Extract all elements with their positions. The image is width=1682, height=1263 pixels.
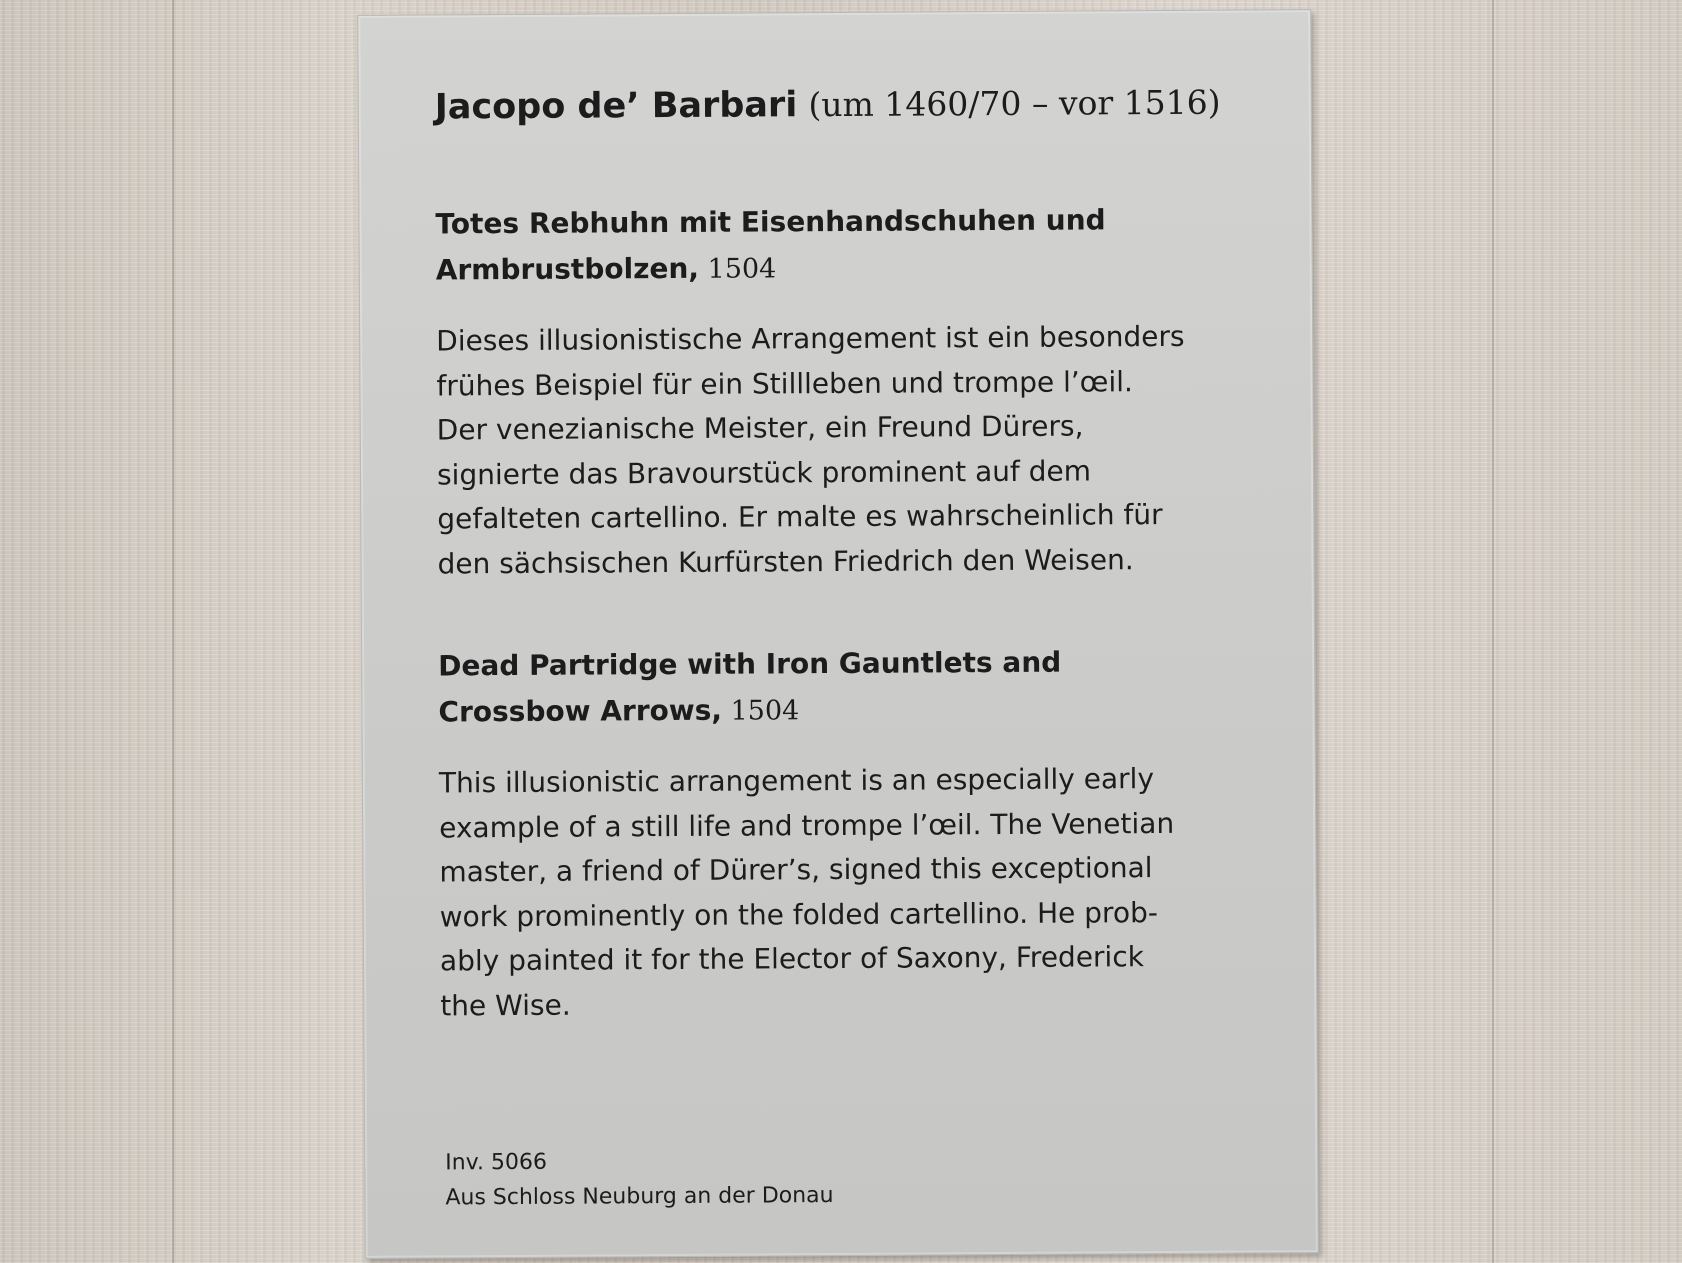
artist-dates: (um 1460/70 – vor 1516) (808, 82, 1221, 125)
wall-seam-right (1492, 0, 1494, 1263)
english-title (438, 640, 1062, 737)
german-description-line: gefalteten cartellino. Er malte es wahrscheinlich für (437, 498, 1163, 536)
german-description-line: signierte das Bravourstück prominent auf dem (436, 454, 1092, 492)
label-footer (445, 1143, 834, 1215)
german-description-line: den sächsischen Kurfürsten Friedrich den Weisen. (437, 543, 1134, 581)
provenance: Aus Schloss Neuburg an der Donau (445, 1183, 834, 1211)
artist-heading (435, 81, 1221, 131)
english-description-line: the Wise. (440, 988, 571, 1023)
english-title-line: Crossbow Arrows, (438, 693, 723, 729)
museum-label-panel (357, 9, 1319, 1259)
english-description-line: master, a friend of Dürer’s, signed this exceptional (439, 851, 1153, 889)
german-description-line: Dieses illusionistische Arrangement ist ein besonders (436, 319, 1185, 358)
german-title-line: Totes Rebhuhn mit Eisenhandschuhen und (435, 203, 1106, 241)
german-description-line: frühes Beispiel für ein Stillleben und trompe l’œil. (436, 364, 1133, 403)
artist-name: Jacopo de’ Barbari (434, 85, 798, 128)
german-title-year: 1504 (698, 253, 777, 285)
english-description-line: example of a still life and trompe l’œil. The Venetian (439, 806, 1175, 845)
german-description-line: Der venezianische Meister, ein Freund Dürers, (436, 409, 1084, 447)
german-title-line: Armbrustbolzen, (435, 251, 700, 287)
english-title-year: 1504 (721, 695, 800, 727)
english-description-line: work prominently on the folded cartellino. He prob- (439, 895, 1158, 934)
english-description (439, 757, 1176, 1029)
wall-seam-left (172, 0, 174, 1263)
english-title-line: Dead Partridge with Iron Gauntlets and (438, 645, 1062, 683)
german-title (435, 197, 1106, 294)
inventory-number: Inv. 5066 (445, 1149, 548, 1176)
german-description (436, 315, 1186, 587)
english-description-line: ably painted it for the Elector of Saxony, Frederick (439, 940, 1145, 978)
english-description-line: This illusionistic arrangement is an especially early (438, 762, 1155, 800)
